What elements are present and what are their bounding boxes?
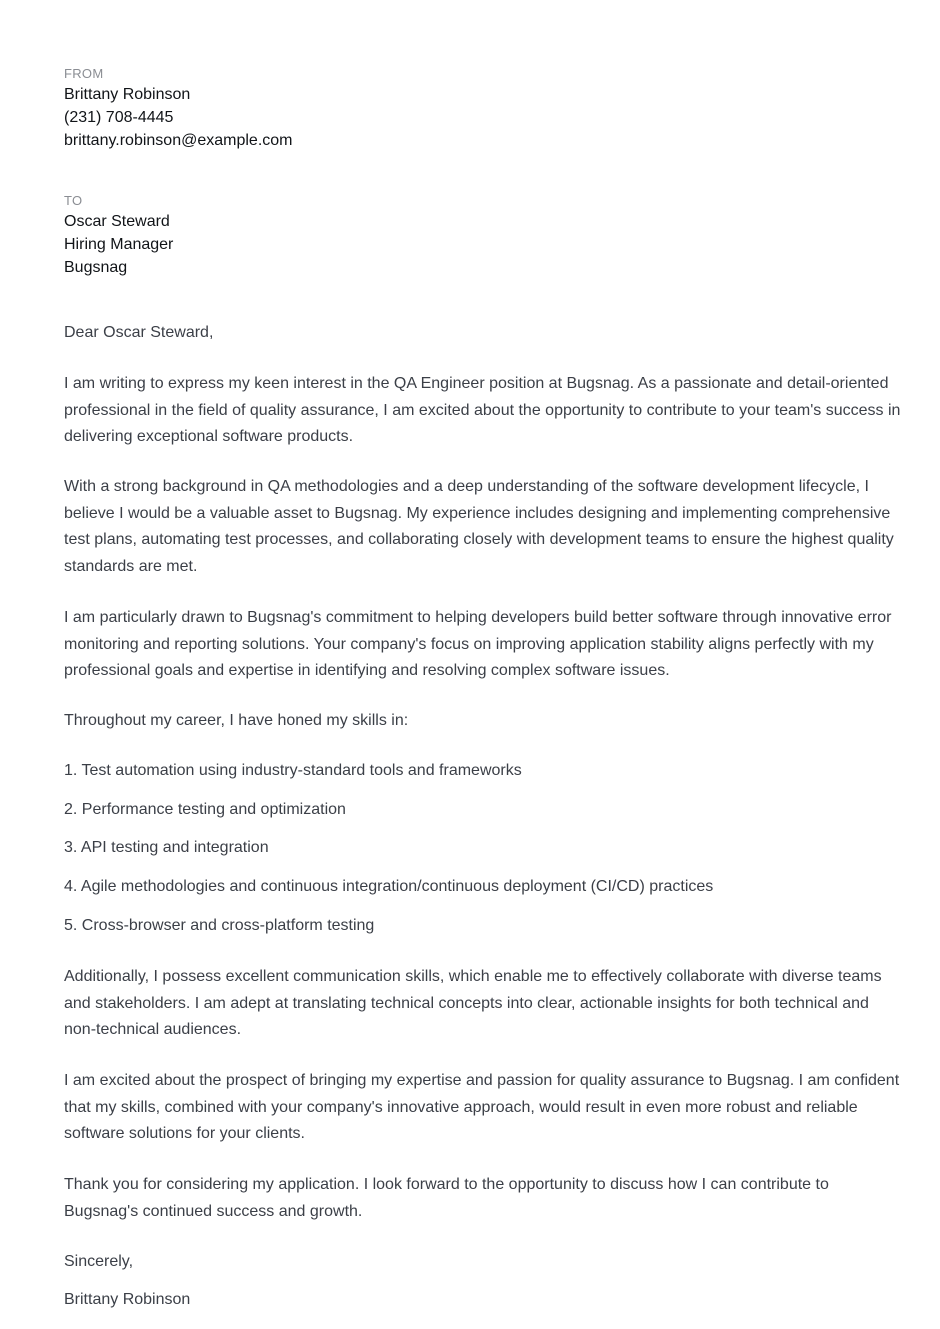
skill-list-item: 4. Agile methodologies and continuous integration/continuous deployment (CI/CD) practices [64,878,714,895]
sender-name: Brittany Robinson [64,86,191,103]
skill-list-item: 1. Test automation using industry-standard tools and frameworks [64,762,522,779]
paragraph-intro: I am writing to express my keen interest in the QA Engineer position at Bugsnag. As a passionate and detail-oriented professional in the field of quality assurance, I am excited about the opportunity to contribute to your team's success in delivering exceptional software products. [64,375,901,446]
sender-phone: (231) 708-4445 [64,109,174,126]
paragraph-thanks: Thank you for considering my application. I look forward to the opportunity to discuss how I can contribute to Bugsnag's continued success and growth. [64,1176,829,1220]
to-label: TO [64,193,83,208]
sender-block [64,65,293,152]
paragraph-communication: Additionally, I possess excellent communication skills, which enable me to effectively collaborate with diverse teams and stakeholders. I am adept at translating technical concepts into clear, actionable insights for both technical and non-technical audiences. [64,968,882,1039]
from-label: FROM [64,66,104,81]
paragraph-background: With a strong background in QA methodologies and a deep understanding of the software development lifecycle, I believe I would be a valuable asset to Bugsnag. My experience includes designing and implementing comprehensive test plans, automating test processes, and collaborating closely with development teams to ensure the highest quality standards are met. [64,478,894,576]
recipient-name: Oscar Steward [64,213,170,230]
recipient-block [64,192,173,279]
sender-email: brittany.robinson@example.com [64,132,293,149]
closing: Sincerely, [64,1253,134,1270]
skill-list-item: 2. Performance testing and optimization [64,801,346,818]
skill-list-item: 3. API testing and integration [64,839,269,856]
paragraph-skills-intro: Throughout my career, I have honed my skills in: [64,712,409,729]
recipient-company: Bugsnag [64,259,128,276]
salutation: Dear Oscar Steward, [64,324,214,341]
skill-list-item: 5. Cross-browser and cross-platform testing [64,917,375,934]
signature: Brittany Robinson [64,1291,191,1308]
paragraph-motivation: I am particularly drawn to Bugsnag's commitment to helping developers build better software through innovative error monitoring and reporting solutions. Your company's focus on improving application stability aligns perfectly with my professional goals and expertise in identifying and resolving complex software issues. [64,609,892,680]
paragraph-excitement: I am excited about the prospect of bringing my expertise and passion for quality assurance to Bugsnag. I am confident that my skills, combined with your company's innovative approach, would result in even more robust and reliable software solutions for your clients. [64,1072,900,1143]
recipient-title: Hiring Manager [64,236,174,253]
